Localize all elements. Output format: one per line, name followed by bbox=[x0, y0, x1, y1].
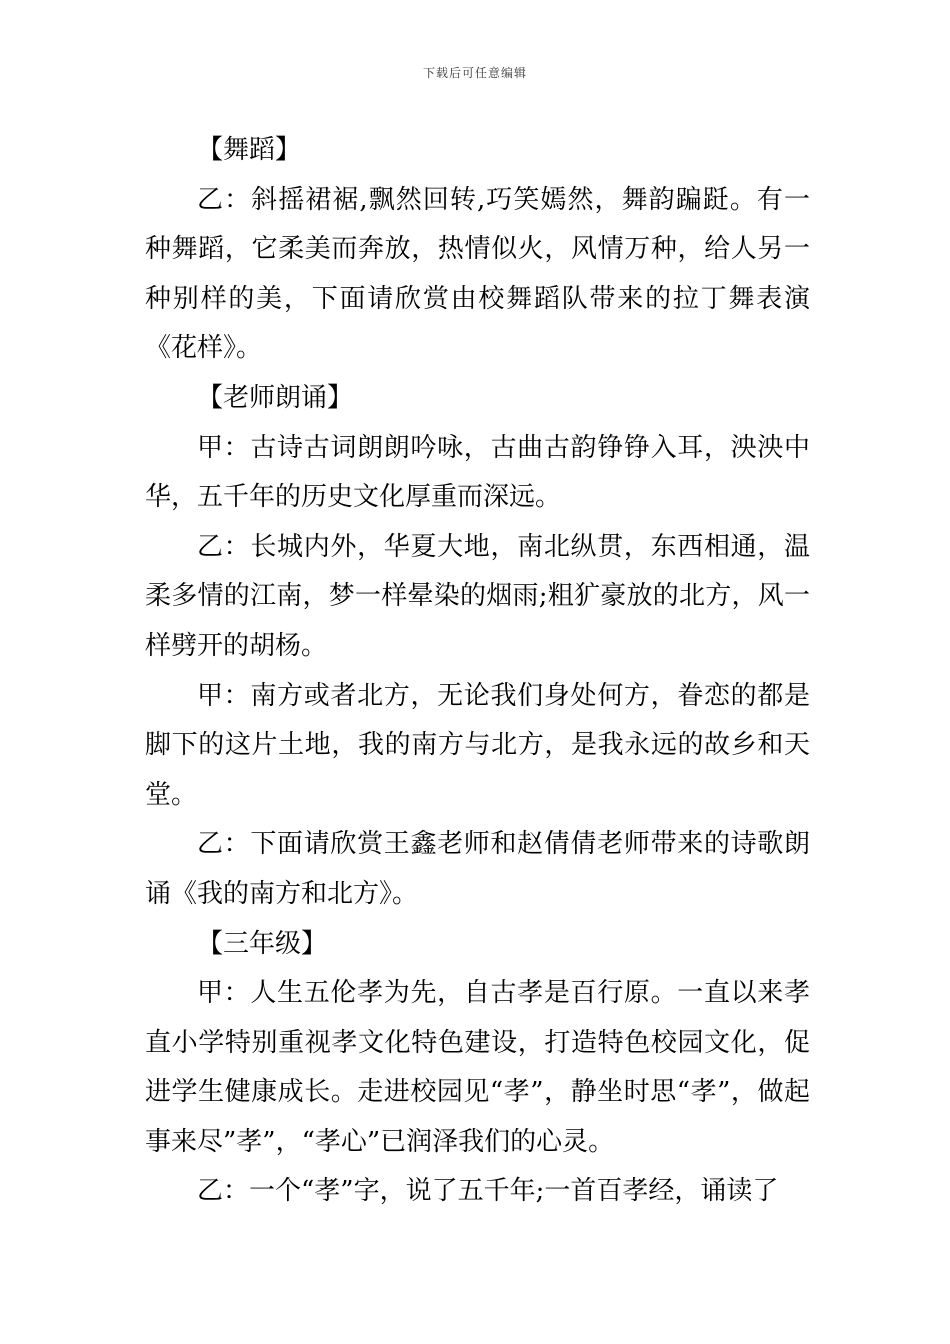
section-grade-three bbox=[145, 920, 810, 1218]
section-dance bbox=[145, 126, 810, 374]
section-heading: 【老师朗诵】 bbox=[197, 382, 354, 413]
paragraph: 甲：南方或者北方，无论我们身处何方，眷恋的都是脚下的这片土地，我的南方与北方，是我永远的故乡和天堂。 bbox=[145, 680, 810, 810]
section-teacher-recitation bbox=[145, 374, 810, 920]
paragraph: 乙：长城内外，华夏大地，南北纵贯，东西相通，温柔多情的江南，梦一样晕染的烟雨;粗犷豪放的北方，风一样劈开的胡杨。 bbox=[145, 531, 810, 661]
document-body bbox=[145, 126, 810, 1217]
page-header: 下载后可任意编辑 bbox=[422, 66, 527, 80]
paragraph: 乙：斜摇裙裾,飘然回转,巧笑嫣然，舞韵蹁跹。有一种舞蹈，它柔美而奔放，热情似火，风情万种，给人另一种别样的美，下面请欣赏由校舞蹈队带来的拉丁舞表演《花样》。 bbox=[145, 184, 810, 364]
paragraph: 乙：下面请欣赏王鑫老师和赵倩倩老师带来的诗歌朗诵《我的南方和北方》。 bbox=[145, 829, 810, 909]
section-heading: 【舞蹈】 bbox=[197, 135, 302, 165]
paragraph: 甲：古诗古词朗朗吟咏，古曲古韵铮铮入耳，泱泱中华，五千年的历史文化厚重而深远。 bbox=[145, 432, 810, 513]
section-heading: 【三年级】 bbox=[197, 928, 328, 959]
paragraph: 乙：一个“孝”字，说了五千年;一首百孝经，诵读了 bbox=[197, 1176, 779, 1207]
paragraph: 甲：人生五伦孝为先，自古孝是百行原。一直以来孝直小学特别重视孝文化特色建设，打造特色校园文化，促进学生健康成长。走进校园见“孝”，静坐时思“孝”，做起事来尽”孝”，“孝心”已润泽我们的心灵。 bbox=[145, 978, 810, 1157]
